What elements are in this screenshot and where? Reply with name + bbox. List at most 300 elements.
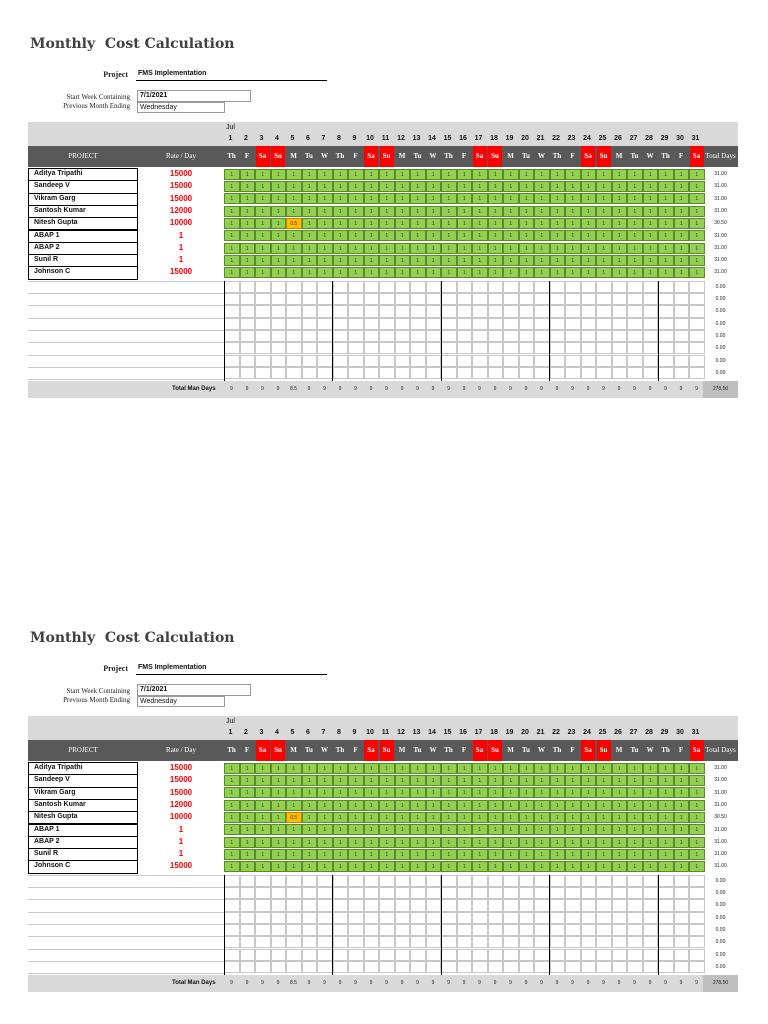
attendance-cell[interactable]: 1 [457, 812, 473, 823]
empty-cell[interactable] [395, 305, 411, 317]
empty-cell[interactable] [224, 330, 240, 342]
attendance-cell[interactable]: 1 [255, 837, 271, 848]
empty-cell[interactable] [565, 367, 581, 379]
empty-cell[interactable] [441, 875, 457, 887]
empty-cell[interactable] [426, 342, 442, 354]
empty-cell[interactable] [333, 875, 349, 887]
empty-cell[interactable] [565, 924, 581, 936]
empty-cell[interactable] [503, 912, 519, 924]
attendance-cell[interactable]: 1 [472, 787, 488, 798]
attendance-cell[interactable]: 1 [689, 812, 705, 823]
attendance-cell[interactable]: 1 [643, 243, 659, 254]
attendance-cell[interactable]: 1 [410, 775, 426, 786]
attendance-cell[interactable]: 1 [395, 267, 411, 278]
attendance-cell[interactable]: 1 [271, 243, 287, 254]
empty-cell[interactable] [674, 330, 690, 342]
empty-cell[interactable] [581, 887, 597, 899]
attendance-cell[interactable]: 1 [612, 837, 628, 848]
attendance-cell[interactable]: 1 [596, 206, 612, 217]
empty-cell[interactable] [426, 899, 442, 911]
empty-cell[interactable] [286, 912, 302, 924]
attendance-cell[interactable]: 1 [581, 849, 597, 860]
empty-cell[interactable] [348, 899, 364, 911]
attendance-cell[interactable]: 1 [674, 849, 690, 860]
attendance-cell[interactable]: 1 [410, 206, 426, 217]
empty-cell[interactable] [503, 887, 519, 899]
empty-cell[interactable] [286, 330, 302, 342]
empty-cell[interactable] [457, 912, 473, 924]
empty-cell[interactable] [410, 912, 426, 924]
attendance-cell[interactable]: 1 [240, 193, 256, 204]
attendance-cell[interactable]: 1 [240, 787, 256, 798]
attendance-cell[interactable]: 1 [224, 800, 240, 811]
empty-cell[interactable] [255, 924, 271, 936]
attendance-cell[interactable]: 1 [565, 181, 581, 192]
attendance-cell[interactable]: 1 [441, 243, 457, 254]
attendance-cell[interactable]: 1 [689, 193, 705, 204]
attendance-cell[interactable]: 1 [441, 861, 457, 872]
empty-cell[interactable] [643, 912, 659, 924]
empty-cell[interactable] [426, 318, 442, 330]
empty-cell[interactable] [271, 305, 287, 317]
empty-cell[interactable] [426, 924, 442, 936]
empty-cell[interactable] [674, 936, 690, 948]
attendance-cell[interactable]: 1 [627, 763, 643, 774]
attendance-cell[interactable]: 1 [302, 181, 318, 192]
empty-cell[interactable] [612, 924, 628, 936]
empty-cell[interactable] [240, 281, 256, 293]
attendance-cell[interactable]: 1 [240, 255, 256, 266]
empty-cell[interactable] [302, 961, 318, 973]
attendance-cell[interactable]: 1 [240, 812, 256, 823]
empty-cell[interactable] [643, 318, 659, 330]
empty-cell[interactable] [596, 293, 612, 305]
attendance-cell[interactable]: 1 [379, 169, 395, 180]
attendance-cell[interactable]: 1 [519, 837, 535, 848]
empty-cell[interactable] [410, 899, 426, 911]
attendance-cell[interactable]: 1 [441, 255, 457, 266]
empty-cell[interactable] [643, 355, 659, 367]
attendance-cell[interactable]: 1 [224, 824, 240, 835]
empty-cell[interactable] [503, 367, 519, 379]
empty-cell[interactable] [240, 355, 256, 367]
empty-cell[interactable] [255, 961, 271, 973]
empty-cell[interactable] [643, 924, 659, 936]
attendance-cell[interactable]: 1 [612, 230, 628, 241]
attendance-cell[interactable]: 1 [596, 267, 612, 278]
empty-cell[interactable] [627, 355, 643, 367]
empty-cell[interactable] [488, 318, 504, 330]
empty-cell[interactable] [519, 875, 535, 887]
attendance-cell[interactable]: 1 [441, 230, 457, 241]
empty-cell[interactable] [379, 293, 395, 305]
empty-cell[interactable] [426, 367, 442, 379]
attendance-cell[interactable]: 1 [581, 193, 597, 204]
attendance-cell[interactable]: 1 [426, 267, 442, 278]
attendance-cell[interactable]: 1 [364, 861, 380, 872]
attendance-cell[interactable]: 1 [581, 824, 597, 835]
empty-cell[interactable] [519, 949, 535, 961]
empty-cell[interactable] [488, 330, 504, 342]
empty-cell[interactable] [565, 281, 581, 293]
attendance-cell[interactable]: 1 [255, 193, 271, 204]
attendance-cell[interactable]: 1 [410, 861, 426, 872]
empty-cell[interactable] [457, 318, 473, 330]
attendance-cell[interactable]: 1 [255, 267, 271, 278]
empty-cell[interactable] [658, 912, 674, 924]
attendance-cell[interactable]: 1 [550, 775, 566, 786]
empty-cell[interactable] [441, 936, 457, 948]
attendance-cell[interactable]: 1 [240, 824, 256, 835]
attendance-cell[interactable]: 1 [224, 861, 240, 872]
attendance-cell[interactable]: 1 [317, 861, 333, 872]
attendance-cell[interactable]: 1 [348, 255, 364, 266]
empty-cell[interactable] [317, 936, 333, 948]
attendance-cell[interactable]: 1 [271, 267, 287, 278]
attendance-cell[interactable]: 1 [379, 243, 395, 254]
empty-cell[interactable] [286, 875, 302, 887]
attendance-cell[interactable]: 1 [255, 243, 271, 254]
attendance-cell[interactable]: 1 [240, 849, 256, 860]
empty-cell[interactable] [224, 875, 240, 887]
empty-cell[interactable] [364, 330, 380, 342]
empty-cell[interactable] [488, 305, 504, 317]
empty-cell[interactable] [286, 887, 302, 899]
empty-cell[interactable] [240, 949, 256, 961]
attendance-cell[interactable]: 1 [441, 787, 457, 798]
attendance-cell[interactable]: 1 [534, 800, 550, 811]
empty-cell[interactable] [240, 342, 256, 354]
attendance-cell[interactable]: 1 [612, 775, 628, 786]
attendance-cell[interactable]: 1 [395, 849, 411, 860]
attendance-cell[interactable]: 1 [441, 775, 457, 786]
empty-cell[interactable] [612, 342, 628, 354]
empty-cell[interactable] [302, 912, 318, 924]
empty-cell[interactable] [410, 887, 426, 899]
attendance-cell[interactable]: 1 [674, 181, 690, 192]
empty-cell[interactable] [565, 355, 581, 367]
empty-cell[interactable] [348, 949, 364, 961]
empty-cell[interactable] [302, 318, 318, 330]
attendance-cell[interactable]: 1 [658, 775, 674, 786]
attendance-cell[interactable]: 1 [472, 763, 488, 774]
attendance-cell[interactable]: 1 [534, 169, 550, 180]
empty-cell[interactable] [317, 305, 333, 317]
attendance-cell[interactable]: 1 [426, 193, 442, 204]
empty-cell[interactable] [627, 367, 643, 379]
attendance-cell[interactable]: 1 [658, 230, 674, 241]
attendance-cell[interactable]: 1 [581, 787, 597, 798]
empty-cell[interactable] [395, 875, 411, 887]
empty-cell[interactable] [534, 875, 550, 887]
empty-cell[interactable] [302, 899, 318, 911]
attendance-cell[interactable]: 1 [488, 763, 504, 774]
empty-cell[interactable] [488, 293, 504, 305]
attendance-cell[interactable]: 1 [596, 824, 612, 835]
empty-cell[interactable] [441, 330, 457, 342]
attendance-cell[interactable]: 1 [627, 824, 643, 835]
attendance-cell[interactable]: 1 [643, 824, 659, 835]
attendance-cell[interactable]: 1 [565, 169, 581, 180]
attendance-cell[interactable]: 1 [364, 824, 380, 835]
empty-cell[interactable] [348, 936, 364, 948]
empty-cell[interactable] [271, 318, 287, 330]
attendance-cell[interactable]: 1 [689, 775, 705, 786]
empty-cell[interactable] [658, 318, 674, 330]
empty-cell[interactable] [286, 367, 302, 379]
empty-cell[interactable] [302, 281, 318, 293]
empty-cell[interactable] [302, 342, 318, 354]
empty-cell[interactable] [286, 305, 302, 317]
attendance-cell[interactable]: 1 [426, 861, 442, 872]
empty-cell[interactable] [612, 899, 628, 911]
attendance-cell[interactable]: 1 [472, 824, 488, 835]
empty-cell[interactable] [519, 887, 535, 899]
attendance-cell[interactable]: 1 [643, 861, 659, 872]
empty-cell[interactable] [240, 899, 256, 911]
attendance-cell[interactable]: 1 [286, 775, 302, 786]
attendance-cell[interactable]: 1 [596, 812, 612, 823]
attendance-cell[interactable]: 1 [627, 218, 643, 229]
attendance-cell[interactable]: 1 [503, 243, 519, 254]
empty-cell[interactable] [550, 875, 566, 887]
empty-cell[interactable] [364, 293, 380, 305]
empty-cell[interactable] [488, 367, 504, 379]
attendance-cell[interactable]: 1 [457, 837, 473, 848]
empty-cell[interactable] [271, 949, 287, 961]
attendance-cell[interactable]: 1 [488, 787, 504, 798]
empty-cell[interactable] [255, 330, 271, 342]
empty-cell[interactable] [410, 924, 426, 936]
attendance-cell[interactable]: 1 [302, 849, 318, 860]
empty-cell[interactable] [472, 367, 488, 379]
attendance-cell[interactable]: 1 [534, 255, 550, 266]
attendance-cell[interactable]: 1 [519, 787, 535, 798]
attendance-cell[interactable]: 1 [674, 255, 690, 266]
attendance-cell[interactable]: 1 [348, 230, 364, 241]
attendance-cell[interactable]: 1 [379, 775, 395, 786]
attendance-cell[interactable]: 1 [519, 181, 535, 192]
attendance-cell[interactable]: 1 [395, 255, 411, 266]
attendance-cell[interactable]: 1 [503, 181, 519, 192]
attendance-cell[interactable]: 1 [395, 812, 411, 823]
attendance-cell[interactable]: 1 [426, 812, 442, 823]
attendance-cell[interactable]: 1 [441, 218, 457, 229]
attendance-cell[interactable]: 1 [302, 837, 318, 848]
empty-cell[interactable] [612, 355, 628, 367]
attendance-cell[interactable]: 1 [457, 206, 473, 217]
attendance-cell[interactable]: 1 [317, 169, 333, 180]
attendance-cell[interactable]: 1 [612, 193, 628, 204]
attendance-cell[interactable]: 1 [457, 861, 473, 872]
empty-cell[interactable] [534, 305, 550, 317]
attendance-cell[interactable]: 1 [519, 206, 535, 217]
attendance-cell[interactable]: 1 [550, 861, 566, 872]
empty-cell[interactable] [550, 924, 566, 936]
attendance-cell[interactable]: 1 [395, 193, 411, 204]
empty-cell[interactable] [286, 924, 302, 936]
empty-cell[interactable] [224, 305, 240, 317]
attendance-cell[interactable]: 1 [581, 812, 597, 823]
empty-cell[interactable] [240, 305, 256, 317]
empty-cell[interactable] [612, 330, 628, 342]
attendance-cell[interactable]: 1 [627, 800, 643, 811]
attendance-cell[interactable]: 1 [410, 787, 426, 798]
empty-cell[interactable] [426, 875, 442, 887]
empty-cell[interactable] [224, 936, 240, 948]
attendance-cell[interactable]: 1 [395, 218, 411, 229]
attendance-cell[interactable]: 1 [364, 837, 380, 848]
empty-cell[interactable] [286, 949, 302, 961]
attendance-cell[interactable]: 1 [534, 849, 550, 860]
empty-cell[interactable] [550, 912, 566, 924]
empty-cell[interactable] [658, 305, 674, 317]
attendance-cell[interactable]: 1 [364, 243, 380, 254]
empty-cell[interactable] [627, 899, 643, 911]
empty-cell[interactable] [302, 305, 318, 317]
empty-cell[interactable] [410, 281, 426, 293]
empty-cell[interactable] [565, 887, 581, 899]
empty-cell[interactable] [581, 875, 597, 887]
attendance-cell[interactable]: 1 [364, 763, 380, 774]
attendance-cell[interactable]: 1 [472, 861, 488, 872]
empty-cell[interactable] [271, 936, 287, 948]
empty-cell[interactable] [519, 367, 535, 379]
empty-cell[interactable] [674, 305, 690, 317]
attendance-cell[interactable]: 1 [643, 775, 659, 786]
attendance-cell[interactable]: 1 [426, 787, 442, 798]
attendance-cell[interactable]: 1 [488, 230, 504, 241]
attendance-cell[interactable]: 1 [302, 193, 318, 204]
empty-cell[interactable] [596, 936, 612, 948]
attendance-cell[interactable]: 1 [550, 837, 566, 848]
empty-cell[interactable] [240, 924, 256, 936]
attendance-cell[interactable]: 1 [426, 230, 442, 241]
attendance-cell[interactable]: 1 [224, 218, 240, 229]
attendance-cell[interactable]: 1 [534, 267, 550, 278]
attendance-cell[interactable]: 1 [565, 861, 581, 872]
attendance-cell[interactable]: 1 [550, 255, 566, 266]
empty-cell[interactable] [503, 281, 519, 293]
attendance-cell[interactable]: 1 [581, 800, 597, 811]
attendance-cell[interactable]: 1 [240, 763, 256, 774]
empty-cell[interactable] [658, 924, 674, 936]
empty-cell[interactable] [255, 318, 271, 330]
empty-cell[interactable] [395, 912, 411, 924]
empty-cell[interactable] [426, 936, 442, 948]
empty-cell[interactable] [302, 367, 318, 379]
attendance-cell[interactable]: 1 [581, 861, 597, 872]
attendance-cell[interactable]: 1 [364, 849, 380, 860]
empty-cell[interactable] [410, 949, 426, 961]
empty-cell[interactable] [426, 912, 442, 924]
empty-cell[interactable] [627, 305, 643, 317]
empty-cell[interactable] [519, 293, 535, 305]
empty-cell[interactable] [271, 330, 287, 342]
empty-cell[interactable] [581, 912, 597, 924]
attendance-cell[interactable]: 1 [674, 763, 690, 774]
attendance-cell[interactable]: 1 [333, 837, 349, 848]
attendance-cell[interactable]: 1 [364, 255, 380, 266]
attendance-cell[interactable]: 1 [627, 775, 643, 786]
empty-cell[interactable] [596, 875, 612, 887]
attendance-cell[interactable]: 1 [457, 218, 473, 229]
attendance-cell[interactable]: 1 [364, 218, 380, 229]
empty-cell[interactable] [317, 281, 333, 293]
empty-cell[interactable] [519, 305, 535, 317]
attendance-cell[interactable]: 1 [333, 763, 349, 774]
empty-cell[interactable] [379, 355, 395, 367]
attendance-cell[interactable]: 1 [224, 193, 240, 204]
attendance-cell[interactable]: 1 [271, 230, 287, 241]
empty-cell[interactable] [348, 912, 364, 924]
attendance-cell[interactable]: 1 [302, 763, 318, 774]
attendance-cell[interactable]: 1 [565, 206, 581, 217]
empty-cell[interactable] [503, 924, 519, 936]
empty-cell[interactable] [627, 936, 643, 948]
empty-cell[interactable] [333, 912, 349, 924]
empty-cell[interactable] [457, 961, 473, 973]
attendance-cell[interactable]: 1 [348, 837, 364, 848]
attendance-cell[interactable]: 1 [503, 230, 519, 241]
attendance-cell[interactable]: 1 [689, 763, 705, 774]
empty-cell[interactable] [333, 330, 349, 342]
attendance-cell[interactable]: 1 [271, 849, 287, 860]
attendance-cell[interactable]: 1 [503, 800, 519, 811]
attendance-cell[interactable]: 1 [488, 800, 504, 811]
empty-cell[interactable] [596, 305, 612, 317]
attendance-cell[interactable]: 1 [674, 812, 690, 823]
attendance-cell[interactable]: 1 [395, 787, 411, 798]
attendance-cell[interactable]: 1 [596, 193, 612, 204]
attendance-cell[interactable]: 1 [348, 824, 364, 835]
empty-cell[interactable] [612, 912, 628, 924]
empty-cell[interactable] [395, 355, 411, 367]
empty-cell[interactable] [658, 281, 674, 293]
empty-cell[interactable] [395, 318, 411, 330]
empty-cell[interactable] [581, 330, 597, 342]
empty-cell[interactable] [441, 887, 457, 899]
empty-cell[interactable] [674, 281, 690, 293]
empty-cell[interactable] [441, 318, 457, 330]
empty-cell[interactable] [643, 887, 659, 899]
attendance-cell[interactable]: 1 [519, 812, 535, 823]
empty-cell[interactable] [627, 961, 643, 973]
attendance-cell[interactable]: 1 [519, 169, 535, 180]
attendance-cell[interactable]: 1 [317, 267, 333, 278]
empty-cell[interactable] [286, 281, 302, 293]
attendance-cell[interactable]: 1 [240, 267, 256, 278]
empty-cell[interactable] [395, 281, 411, 293]
empty-cell[interactable] [271, 887, 287, 899]
attendance-cell[interactable]: 1 [255, 218, 271, 229]
empty-cell[interactable] [643, 936, 659, 948]
empty-cell[interactable] [472, 318, 488, 330]
attendance-cell[interactable]: 1 [534, 218, 550, 229]
empty-cell[interactable] [333, 367, 349, 379]
empty-cell[interactable] [643, 342, 659, 354]
attendance-cell[interactable]: 1 [348, 193, 364, 204]
attendance-cell[interactable]: 1 [503, 849, 519, 860]
attendance-cell[interactable]: 1 [255, 787, 271, 798]
attendance-cell[interactable]: 1 [271, 763, 287, 774]
attendance-cell[interactable]: 1 [472, 193, 488, 204]
attendance-cell[interactable]: 1 [596, 775, 612, 786]
attendance-cell[interactable]: 1 [457, 243, 473, 254]
empty-cell[interactable] [271, 281, 287, 293]
attendance-cell[interactable]: 1 [426, 837, 442, 848]
attendance-cell[interactable]: 1 [410, 193, 426, 204]
